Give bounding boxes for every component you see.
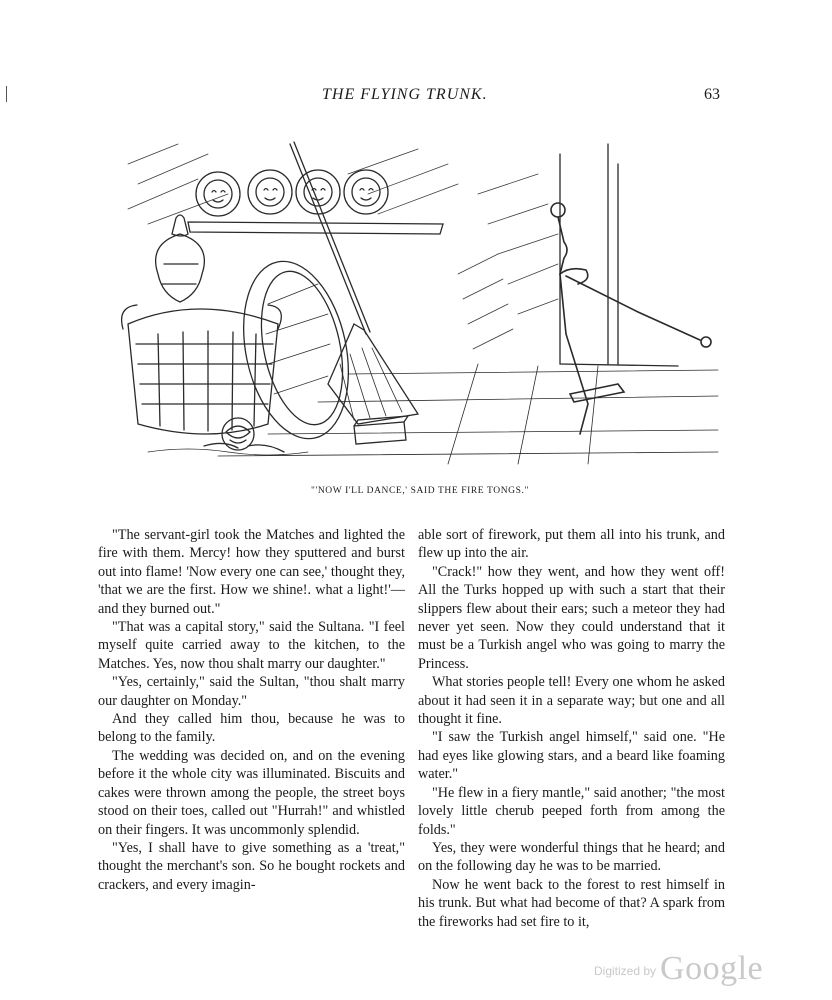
paragraph: "The servant-girl took the Matches and lighted the fire with them. Mercy! how they sputtered and burst out into flame! 'Now every one can see,' thought they, 'that we are the first. How we shine!. what a light!'—and they burned out." [98,527,405,617]
paragraph: able sort of firework, put them all into his trunk, and flew up into the air. [418,527,725,562]
page-number: 63 [704,86,720,103]
fire-tongs [551,203,711,434]
paragraph: What stories people tell! Every one whom he asked about it had seen it in a separate way; but one and all thought it fine. [418,674,725,728]
urn [156,215,205,302]
paragraph: "Yes, certainly," said the Sultan, "thou shalt marry our daughter on Monday." [98,674,405,709]
flower [204,418,284,452]
door-frame [560,144,678,366]
caption-text: "'NOW I'LL DANCE,' SAID THE FIRE TONGS." [311,486,529,496]
fire-tongs-illustration [118,134,726,474]
basket [122,305,282,434]
plates-on-shelf [196,170,388,216]
paragraph: And they called him thou, because he was to belong to the family. [98,711,405,746]
shelf [188,222,443,234]
digitized-watermark [594,950,763,990]
paragraph: Yes, they were wonderful things that he heard; and on the following day he was to be married. [418,839,725,875]
watermark-prefix: Digitized by [594,964,657,978]
paragraph: Now he went back to the forest to rest himself in his trunk. But what had become of that? A spark from the fireworks had set fire to it, [418,876,725,930]
page-header [0,86,832,110]
wall-hatching [128,144,558,349]
left-column [98,526,405,894]
paragraph: "Crack!" how they went, and how they went off! All the Turks hopped up with such a start that their slippers flew about their ears; such a meteor they had never yet seen. Now they could understand that it must be a Turkish angel who was going to marry the Princess. [418,563,725,672]
right-column [418,526,725,931]
paragraph: "I saw the Turkish angel himself," said one. "He had eyes like glowing stars, and a beard like foaming water." [418,729,725,783]
paragraph: "That was a capital story," said the Sultana. "I feel myself quite carried away to the kitchen, to the Matches. Yes, now thou shalt marry our daughter." [98,619,405,672]
paragraph: The wedding was decided on, and on the evening before it the whole city was illuminated. Biscuits and cakes were thrown among the people, the street boys stood on their toes, called out "Hurrah!" and whistled on their fingers. It was uncommonly splendid. [98,747,405,838]
watermark-brand: Google [660,950,764,987]
illustration-caption [0,486,832,496]
margin-mark [6,86,7,102]
running-title: THE FLYING TRUNK. [322,86,488,103]
paragraph: "He flew in a fiery mantle," said another; "the most lovely little cherub peeped forth from among the folds." [418,784,725,838]
paragraph: "Yes, I shall have to give something as a 'treat," thought the merchant's son. So he bought rockets and crackers, and every imagin- [98,839,405,893]
